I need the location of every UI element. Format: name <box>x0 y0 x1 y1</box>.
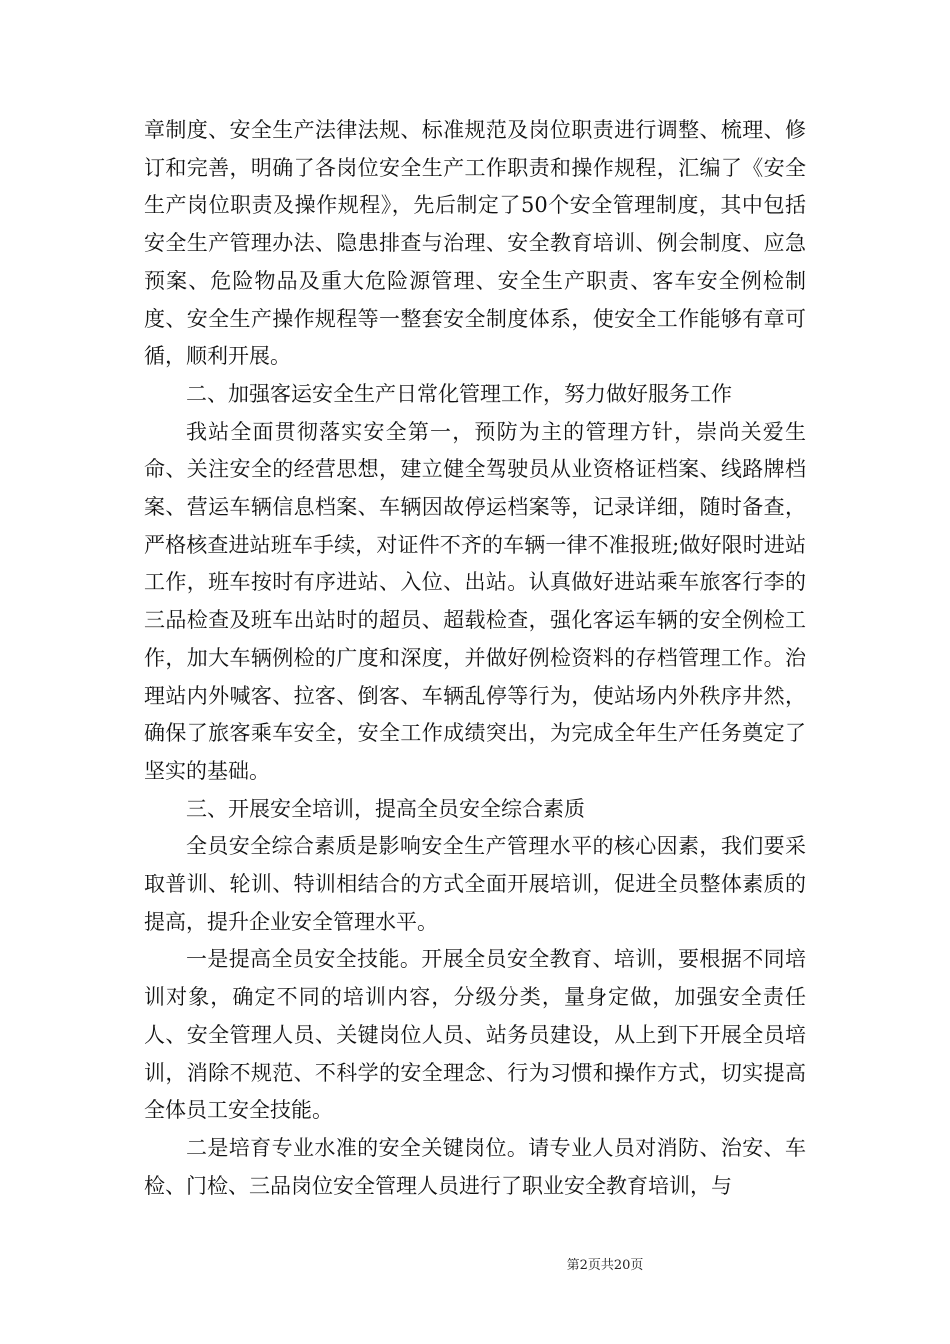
paragraph-7: 二是培育专业水准的安全关键岗位。请专业人员对消防、治安、车检、门检、三品岗位安全管理人员进行了职业安全教育培训，与 <box>144 1135 806 1198</box>
section-heading-3: 三、开展安全培训，提高全员安全综合素质 <box>186 796 585 821</box>
page-number-footer: 第2页共20页 <box>566 1258 644 1273</box>
document-body <box>144 112 806 1205</box>
paragraph-6: 一是提高全员安全技能。开展全员安全教育、培训，要根据不同培训对象，确定不同的培训内容，分级分类，量身定做，加强安全责任人、安全管理人员、关键岗位人员、站务员建设，从上到下开展全员培训，消除不规范、不科学的安全理念、行为习惯和操作方式，切实提高全体员工安全技能。 <box>144 947 806 1123</box>
section-heading-2: 二、加强客运安全生产日常化管理工作，努力做好服务工作 <box>186 381 732 406</box>
paragraph-5: 全员安全综合素质是影响安全生产管理水平的核心因素，我们要采取普训、轮训、特训相结合的方式全面开展培训，促进全员整体素质的提高，提升企业安全管理水平。 <box>144 834 806 934</box>
paragraph-1: 章制度、安全生产法律法规、标准规范及岗位职责进行调整、梳理、修订和完善，明确了各岗位安全生产工作职责和操作规程，汇编了《安全生产岗位职责及操作规程》，先后制定了50个安全管理制度，其中包括安全生产管理办法、隐患排查与治理、安全教育培训、例会制度、应急预案、危险物品及重大危险源管理、安全生产职责、客车安全例检制度、安全生产操作规程等一整套安全制度体系，使安全工作能够有章可循，顺利开展。 <box>144 118 806 369</box>
paragraph-3: 我站全面贯彻落实安全第一，预防为主的管理方针，崇尚关爱生命、关注安全的经营思想，建立健全驾驶员从业资格证档案、线路牌档案、营运车辆信息档案、车辆因故停运档案等，记录详细，随时备查，严格核查进站班车手续，对证件不齐的车辆一律不准报班;做好限时进站工作，班车按时有序进站、入位、出站。认真做好进站乘车旅客行李的三品检查及班车出站时的超员、超载检查，强化客运车辆的安全例检工作，加大车辆例检的广度和深度，并做好例检资料的存档管理工作。治理站内外喊客、拉客、倒客、车辆乱停等行为，使站场内外秩序井然，确保了旅客乘车安全，安全工作成绩突出，为完成全年生产任务奠定了坚实的基础。 <box>144 419 806 783</box>
